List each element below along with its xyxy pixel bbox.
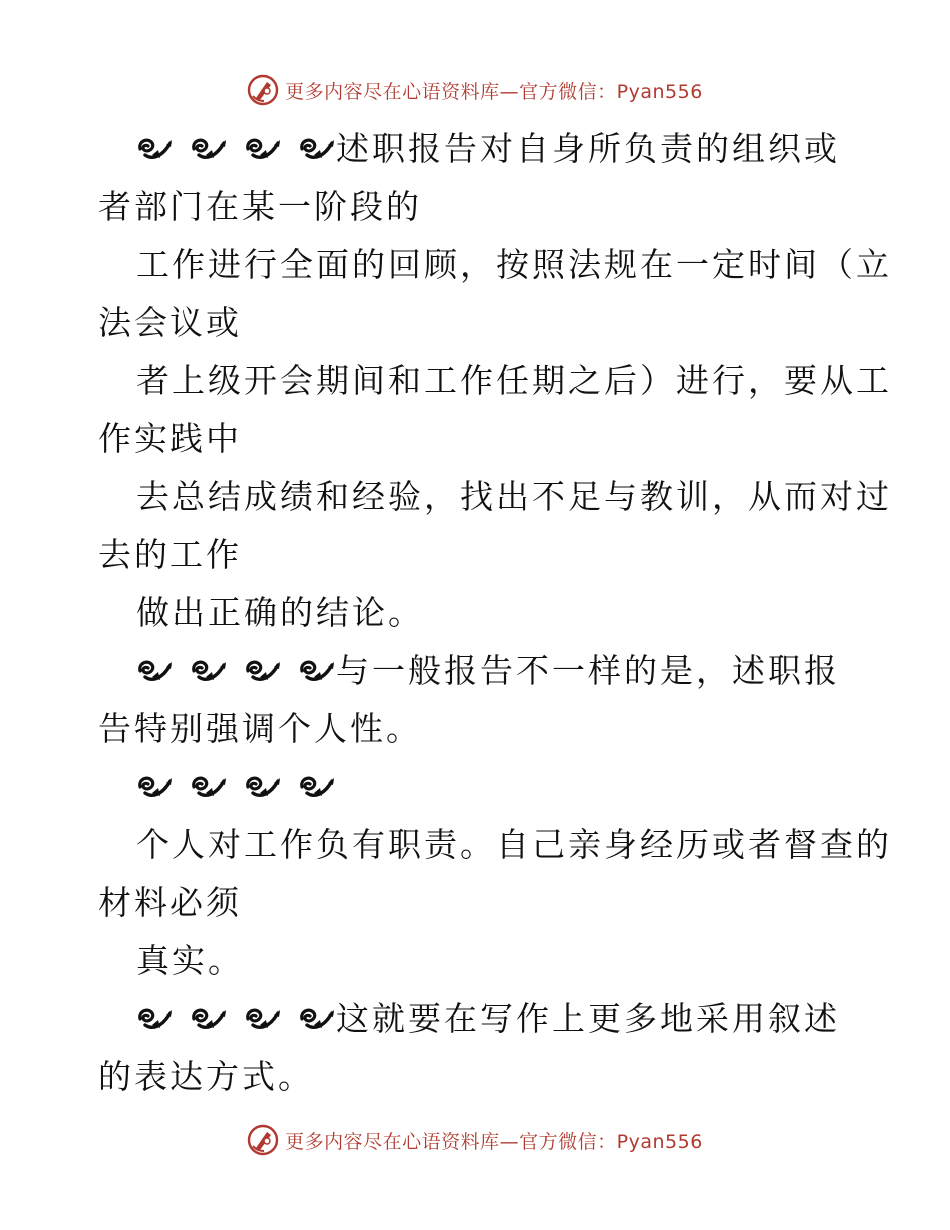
- paragraph-line: [98, 990, 858, 1048]
- paragraph-text: 与一般报告不一样的是，述职报: [336, 651, 840, 690]
- paragraph-line: [98, 120, 858, 178]
- paragraph-text: 这就要在写作上更多地采用叙述: [336, 999, 840, 1038]
- paragraph-line: 法会议或: [98, 303, 242, 342]
- curl-ornament-icon: [298, 657, 336, 685]
- paragraph-line: 去总结成绩和经验，找出不足与教训，从而对过: [136, 477, 892, 516]
- curl-ornament-icon: [244, 773, 282, 801]
- paragraph-line: 真实。: [136, 941, 244, 980]
- curl-ornament-icon: [136, 1005, 174, 1033]
- ornament-group: [136, 651, 336, 690]
- curl-ornament-icon: [298, 135, 336, 163]
- ornament-group: [136, 999, 336, 1038]
- paragraph-line: 的表达方式。: [98, 1057, 314, 1096]
- curl-ornament-icon: [190, 1005, 228, 1033]
- curl-ornament-icon: [190, 773, 228, 801]
- paragraph-line: 告特别强调个人性。: [98, 709, 422, 748]
- curl-ornament-icon: [136, 135, 174, 163]
- paragraph-line: [98, 642, 858, 700]
- pen-nib-logo-icon: [247, 74, 279, 106]
- curl-ornament-icon: [136, 657, 174, 685]
- footer-banner: [0, 1120, 950, 1160]
- curl-ornament-icon: [244, 657, 282, 685]
- footer-banner-text: 更多内容尽在心语资料库—官方微信：Pyan556: [285, 1130, 703, 1153]
- paragraph-line: 材料必须: [98, 883, 242, 922]
- pen-nib-logo-icon: [247, 1124, 279, 1156]
- curl-ornament-icon: [244, 135, 282, 163]
- paragraph-line: 者上级开会期间和工作任期之后）进行，要从工: [136, 361, 892, 400]
- curl-ornament-icon: [298, 1005, 336, 1033]
- paragraph-line: 作实践中: [98, 419, 242, 458]
- document-body: [98, 120, 892, 1106]
- paragraph-line: 去的工作: [98, 535, 242, 574]
- header-banner-text: 更多内容尽在心语资料库—官方微信：Pyan556: [285, 80, 703, 103]
- curl-ornament-icon: [190, 135, 228, 163]
- curl-ornament-icon: [244, 1005, 282, 1033]
- paragraph-line: 者部门在某一阶段的: [98, 187, 422, 226]
- ornament-group: [136, 129, 336, 168]
- ornament-line: [98, 758, 858, 816]
- paragraph-line: 工作进行全面的回顾，按照法规在一定时间（立: [136, 245, 892, 284]
- paragraph-line: 个人对工作负有职责。自己亲身经历或者督查的: [136, 825, 892, 864]
- curl-ornament-icon: [136, 773, 174, 801]
- curl-ornament-icon: [190, 657, 228, 685]
- paragraph-text: 述职报告对自身所负责的组织或: [336, 129, 840, 168]
- header-banner: [0, 70, 950, 110]
- curl-ornament-icon: [298, 773, 336, 801]
- paragraph-line: 做出正确的结论。: [136, 593, 424, 632]
